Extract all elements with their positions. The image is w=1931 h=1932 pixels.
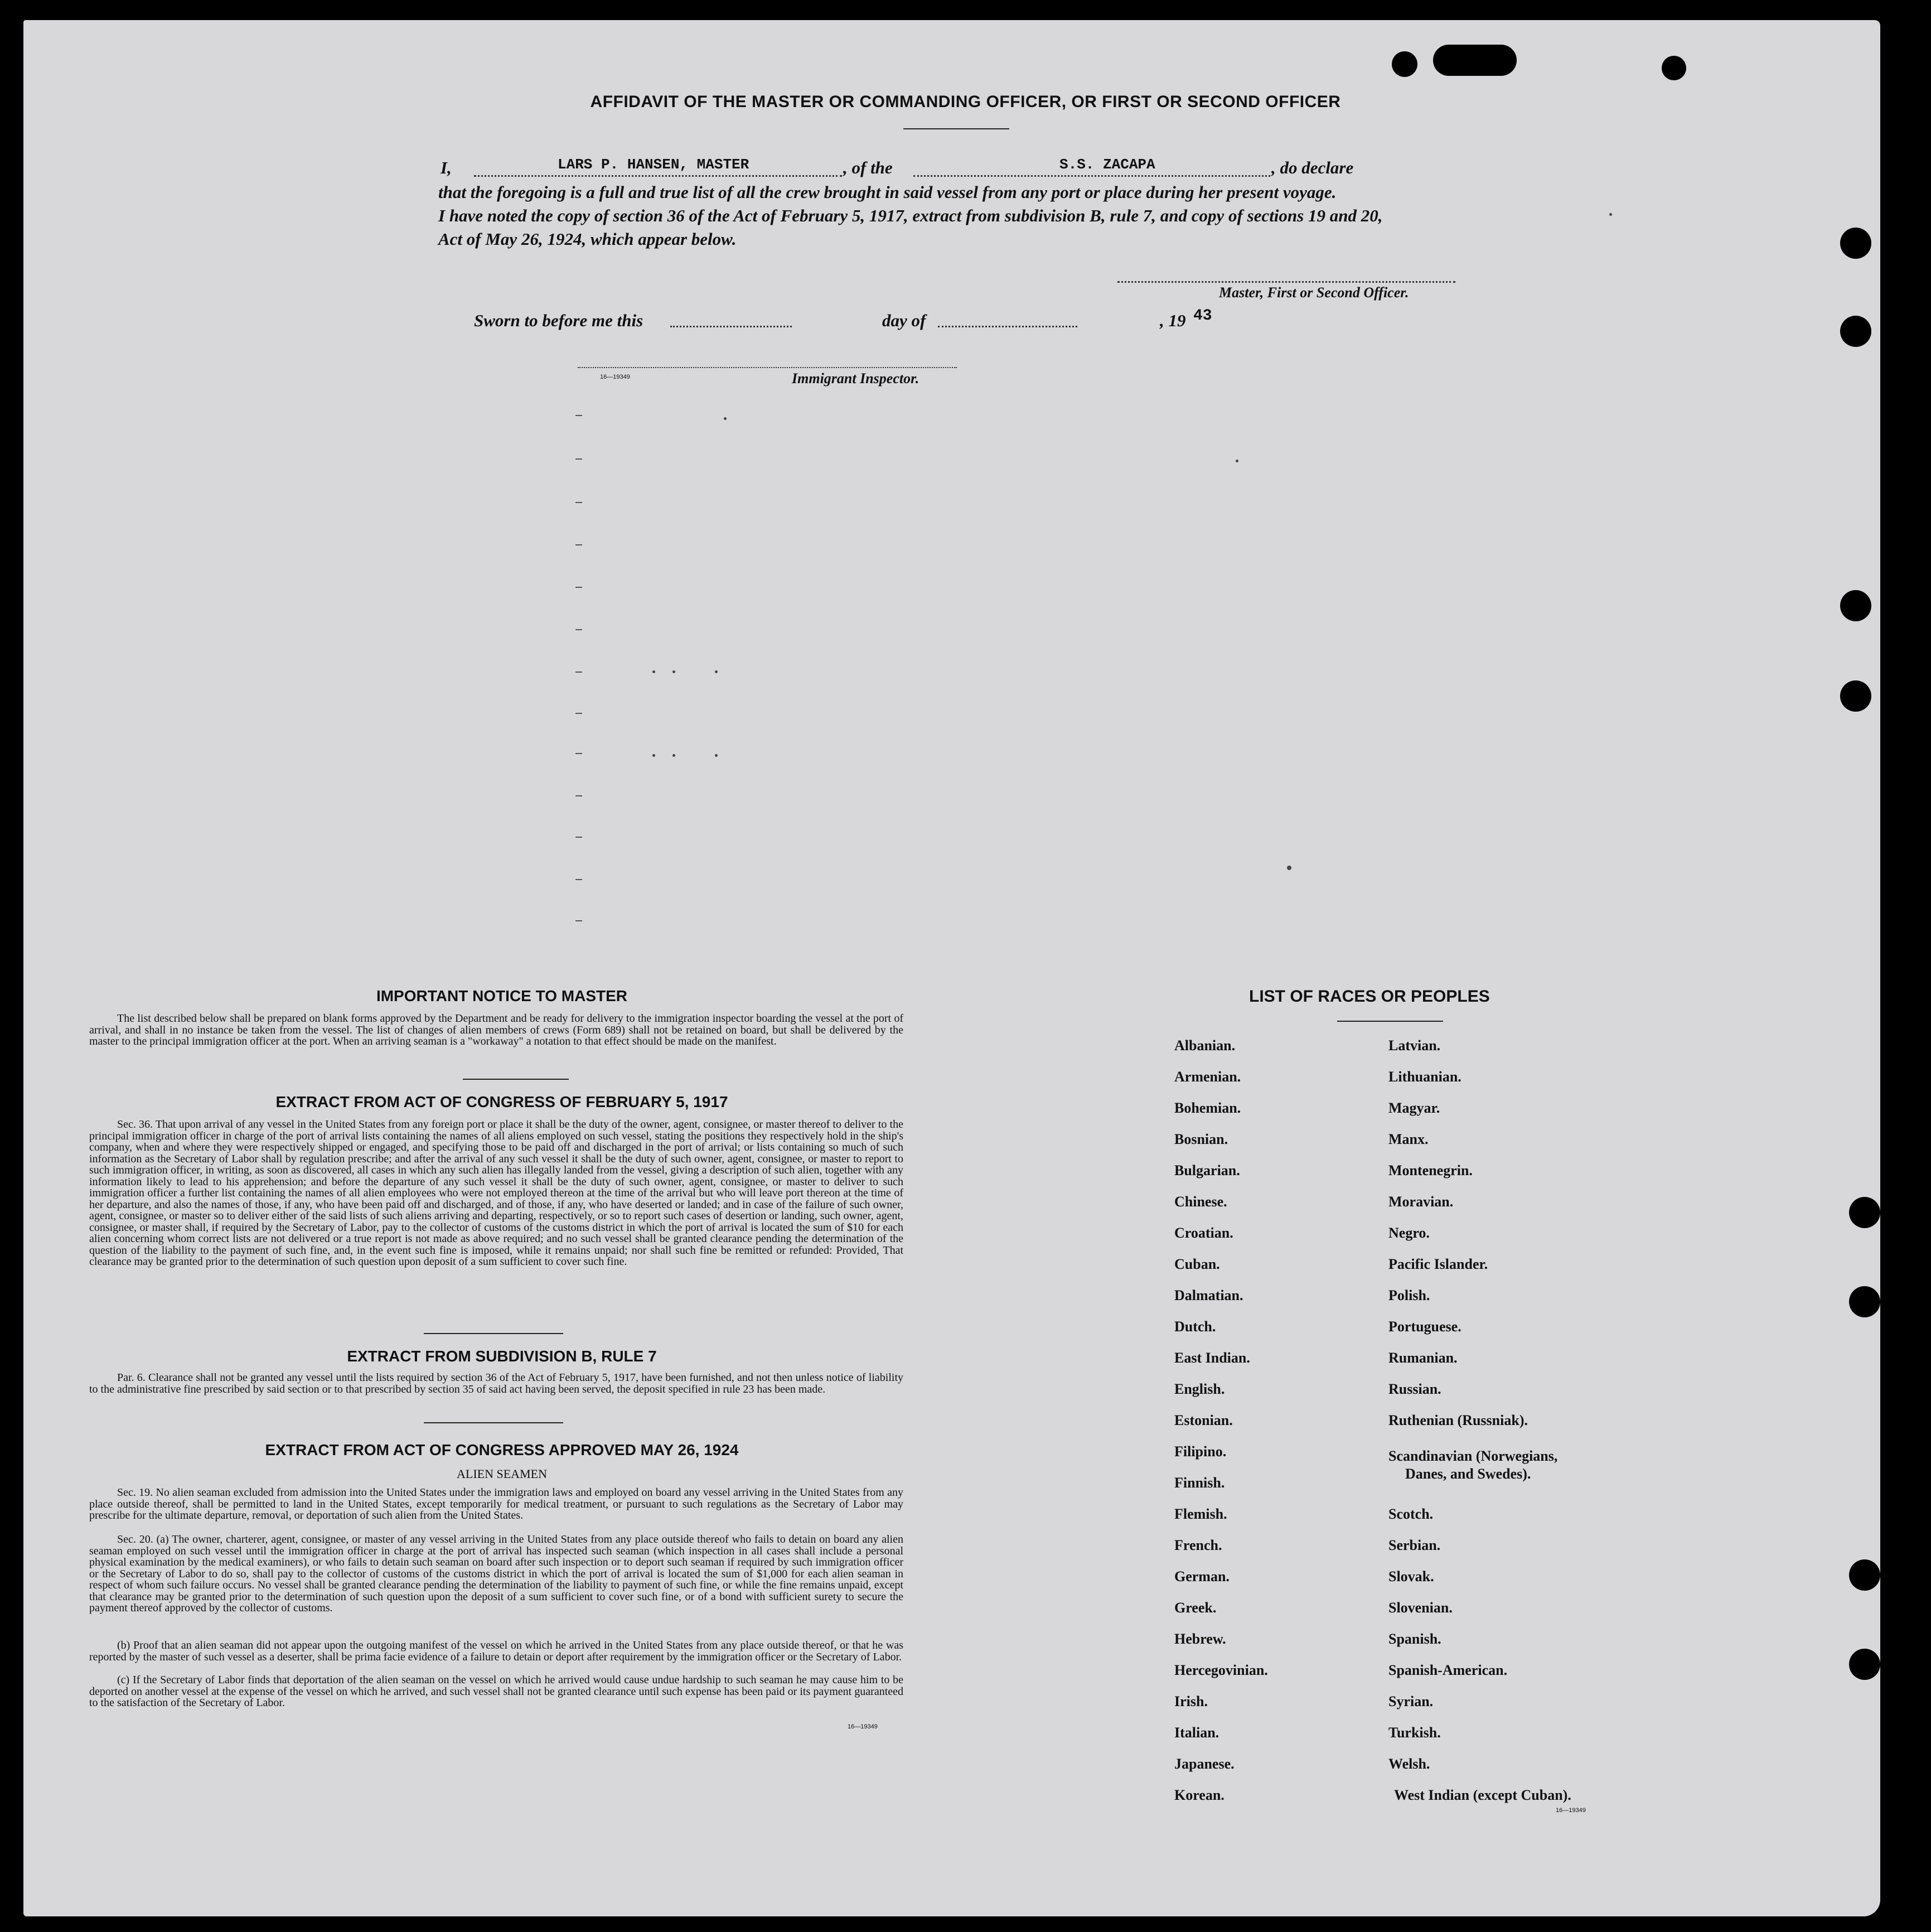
race-left: Flemish. [1174,1506,1227,1522]
speck [652,754,655,757]
race-right: Manx. [1388,1131,1429,1147]
notice-title: IMPORTANT NOTICE TO MASTER [376,987,628,1004]
speck [1609,213,1612,216]
race-right: Turkish. [1388,1725,1441,1741]
margin-tick [575,458,582,460]
signature-line [1117,281,1455,283]
year-prefix: , 19 [1160,311,1186,330]
of-the-label: , of the [843,158,893,177]
race-right: Scotch. [1388,1506,1434,1522]
race-right: Lithuanian. [1388,1069,1461,1085]
margin-tick [575,502,582,503]
race-left: Hercegovinian. [1174,1662,1268,1678]
vessel-name-field: S.S. ZACAPA [1059,156,1155,173]
extract-1917-body: Sec. 36. That upon arrival of any vessel in the United States from any foreign port or place it shall be the duty of the owner, agent, consignee, or master thereof to deliver to the principal immigration officer in charge of the port of arrival lists containing the names of all aliens employed on such vessel, stating the positions they respectively hold in the ship's company, when and where they were respectively shipped or engaged, and specifying those to be paid off and discharged in the port of arrival; or lists containing so much of such information as the Secretary of Labor shall by regulation prescribe; and after the arrival of any such vessel it shall be the duty of such owner, agent, consignee, or master to report to such immigration officer, in writing, as soon as discovered, all cases in which any such alien has illegally landed from the vessel, giving a description of such alien, together with any information likely to lead to his apprehension; and before the departure of any such vessel it shall be the duty of such owner, agent, consignee, or master to deliver to such immigration officer a further list containing the names of all alien employees who were not employed thereon at the time of the arrival but who will leave port thereon at the time of her departure, and also the names of those, if any, who have been paid off and discharged, and of those, if any, who have deserted or landed; and in case of the failure of such owner, agent, consignee, or master so to deliver either of the said lists of such aliens arriving and departing, respectively, or so to report such cases of desertion or landing, such owner, agent, consignee, or master shall, if required by the Secretary of Labor, pay to the collector of customs of the customs district in which the port of arrival is located the sum of $10 for each alien concerning whom correct lists are not delivered or a true report is not made as above required; and no such vessel shall be granted clearance pending the determination of the question of the liability to the payment of such fine, and, in the event such fine is imposed, while it remains unpaid; nor shall such fine be remitted or refunded: Provided, That clearance may be granted prior to the determination of such question upon deposit of a sum sufficient to cover such fine. [89,1118,903,1268]
speck [652,670,655,673]
sworn-label: Sworn to before me this [474,311,643,330]
sworn-day-line [670,326,792,327]
margin-tick [575,672,582,673]
race-right: Portuguese. [1388,1318,1461,1335]
race-right: West Indian (except Cuban). [1394,1787,1571,1803]
race-left: Finnish. [1174,1475,1225,1491]
signature-caption: Master, First or Second Officer. [1219,284,1409,301]
form-number-top: 16—19349 [600,374,630,380]
extract-rule7-body: Par. 6. Clearance shall not be granted any vessel until the lists required by section 36 of the Act of February 5, 1917, have been furnished, and not then unless notice of liability to the administrative fine prescribed by said section or to that prescribed by section 35 of said act having been served, the deposit specified in rule 23 has been made. [89,1371,903,1395]
race-left: East Indian. [1174,1350,1250,1366]
form-number-bottom-right: 16—19349 [1556,1807,1586,1814]
race-left: English. [1174,1381,1225,1397]
speck [1287,866,1291,870]
races-title: LIST OF RACES OR PEOPLES [1249,987,1490,1006]
sec-20c-body: (c) If the Secretary of Labor finds that deportation of the alien seaman on the vessel on which he arrived would cause undue hardship to such seaman he may cause him to be deported on another vessel at the expense of the vessel on which he arrived, and such vessel shall not be granted clearance until such expense has been paid or its payment guaranteed to the satisfaction of the Secretary of Labor. [89,1674,903,1709]
i-label: I, [441,158,452,177]
race-left: Hebrew. [1174,1631,1226,1647]
declaration-line-2: that the foregoing is a full and true list of all the crew brought in said vessel from any port or place during her present voyage. [438,182,1337,202]
speck [715,670,718,673]
binder-hole [1433,45,1517,76]
notice-body: The list described below shall be prepared on blank forms approved by the Department and be ready for delivery to the immigration inspector boarding the vessel at the port of arrival, and shall in no instance be taken from the vessel. The list of changes of alien members of crews (Form 689) shall not be retained on board, but shall be delivered by the master to the principal immigration officer at the port. When an arriving seaman is a "workaway" a notation to that effect should be made on the manifest. [89,1012,903,1047]
race-left: Armenian. [1174,1069,1241,1085]
sworn-month-line [938,326,1077,327]
race-right: Slovak. [1388,1568,1434,1585]
race-right: Slovenian. [1388,1600,1453,1616]
master-name-field: LARS P. HANSEN, MASTER [558,156,749,173]
race-right: Russian. [1388,1381,1441,1397]
speck [672,754,675,757]
binder-hole [1849,1559,1880,1591]
race-right: Montenegrin. [1388,1162,1473,1178]
extract-rule7-title: EXTRACT FROM SUBDIVISION B, RULE 7 [347,1347,657,1365]
speck [1236,460,1238,462]
sec-20b-body: (b) Proof that an alien seaman did not appear upon the outgoing manifest of the vessel on which he arrived in the United States from any place outside thereof, or that he was reported by the master of such vessel as a deserter, shall be prima facie evidence of a failure to detain or deport after requirement by the immigration officer or the Secretary of Labor. [89,1639,903,1663]
document-page [23,20,1880,1916]
speck [724,417,727,420]
race-left: French. [1174,1537,1222,1553]
race-left: Japanese. [1174,1756,1235,1772]
race-left: Croatian. [1174,1225,1233,1241]
race-left: Bosnian. [1174,1131,1228,1147]
race-right: Magyar. [1388,1100,1440,1116]
binder-hole [1662,56,1686,80]
margin-tick [575,629,582,630]
race-left: Estonian. [1174,1412,1233,1428]
inspector-caption: Immigrant Inspector. [792,370,919,387]
race-left: Bulgarian. [1174,1162,1240,1178]
section-rule [424,1333,563,1334]
race-left: Cuban. [1174,1256,1220,1272]
race-left: Greek. [1174,1600,1217,1616]
sec-20a-body: Sec. 20. (a) The owner, charterer, agent, consignee, or master of any vessel arriving in the United States from any place outside thereof who fails to detain on board any alien seaman employed on such vessel until the immigration officer in charge at the port of arrival has inspected such seaman (which inspection in all cases shall include a personal physical examination by the medical examiners), or who fails to detain such seaman on board after such inspection or to deport such seaman if required by such immigration officer or the Secretary of Labor to do so, shall pay to the collector of customs of the customs district in which the port of arrival is located the sum of $1,000 for each alien seaman in respect of whom such failure occurs. No vessel shall be granted clearance pending the determination of the liability to payment of such fine, or while the fine remains unpaid, except that clearance may be granted prior to the determination of such question upon the deposit of a sum sufficient to cover such fine, or of a bond with sufficient surety to secure the payment thereof approved by the collector of customs. [89,1533,903,1614]
binder-hole [1840,680,1871,712]
section-rule [463,1079,569,1080]
race-right: Pacific Islander. [1388,1256,1488,1272]
race-left: Bohemian. [1174,1100,1241,1116]
race-right: Scandinavian (Norwegians, [1388,1448,1558,1464]
race-right: Latvian. [1388,1037,1441,1054]
alien-seamen-subtitle: ALIEN SEAMEN [457,1467,547,1481]
binder-hole [1849,1649,1880,1680]
race-left: Irish. [1174,1693,1208,1709]
affidavit-title: AFFIDAVIT OF THE MASTER OR COMMANDING OFFICER, OR FIRST OR SECOND OFFICER [590,93,1341,111]
race-right: Rumanian. [1388,1350,1458,1366]
race-right: Moravian. [1388,1194,1454,1210]
speck [672,670,675,673]
margin-tick [575,920,582,921]
declaration-line-3: I have noted the copy of section 36 of the Act of February 5, 1917, extract from subdivision B, rule 7, and copy of sections 19 and 20, [438,206,1383,225]
margin-tick [575,795,582,796]
do-declare-label: , do declare [1271,158,1354,177]
extract-1924-title: EXTRACT FROM ACT OF CONGRESS APPROVED MAY 26, 1924 [265,1441,739,1458]
race-right: Ruthenian (Russniak). [1388,1412,1528,1428]
margin-tick [575,713,582,714]
race-left: Dutch. [1174,1318,1216,1335]
margin-tick [575,837,582,838]
race-right: Polish. [1388,1287,1430,1303]
binder-hole [1849,1197,1880,1228]
day-of-label: day of [882,311,926,330]
margin-tick [575,879,582,880]
sec-19-body: Sec. 19. No alien seaman excluded from admission into the United States under the immigration laws and employed on board any vessel arriving in the United States from any place outside thereof, shall be permitted to land in the United States, except temporarily for medical treatment, or pursuant to such regulations as the Secretary of Labor may prescribe for the ultimate departure, removal, or deportation of such alien from the United States. [89,1486,903,1522]
year-value: 43 [1193,307,1212,325]
declaration-line-4: Act of May 26, 1924, which appear below. [438,229,737,249]
declaration-line-1 [441,156,1478,181]
race-right: Danes, and Swedes). [1405,1466,1531,1482]
margin-tick [575,753,582,754]
form-number-bottom-left: 16—19349 [848,1723,878,1730]
binder-hole [1840,228,1871,259]
race-right: Spanish. [1388,1631,1441,1647]
races-rule [1337,1021,1443,1022]
margin-tick [575,415,582,416]
race-left: Chinese. [1174,1194,1227,1210]
inspector-signature-line [578,367,957,368]
binder-hole [1849,1286,1880,1317]
race-right: Syrian. [1388,1693,1434,1709]
race-left: Dalmatian. [1174,1287,1243,1303]
race-right: Negro. [1388,1225,1430,1241]
race-left: German. [1174,1568,1230,1585]
race-left: Filipino. [1174,1443,1227,1460]
extract-1917-title: EXTRACT FROM ACT OF CONGRESS OF FEBRUARY 5, 1917 [275,1093,728,1110]
binder-hole [1840,316,1871,347]
race-right: Welsh. [1388,1756,1430,1772]
binder-hole [1392,51,1417,77]
race-right: Serbian. [1388,1537,1441,1553]
binder-hole [1840,590,1871,621]
race-left: Korean. [1174,1787,1225,1803]
margin-tick [575,544,582,545]
margin-tick [575,587,582,588]
race-right: Spanish-American. [1388,1662,1508,1678]
race-left: Albanian. [1174,1037,1236,1054]
speck [715,754,718,757]
sworn-line [474,309,1255,334]
title-rule [903,128,1009,129]
race-left: Italian. [1174,1725,1219,1741]
section-rule [424,1422,563,1423]
